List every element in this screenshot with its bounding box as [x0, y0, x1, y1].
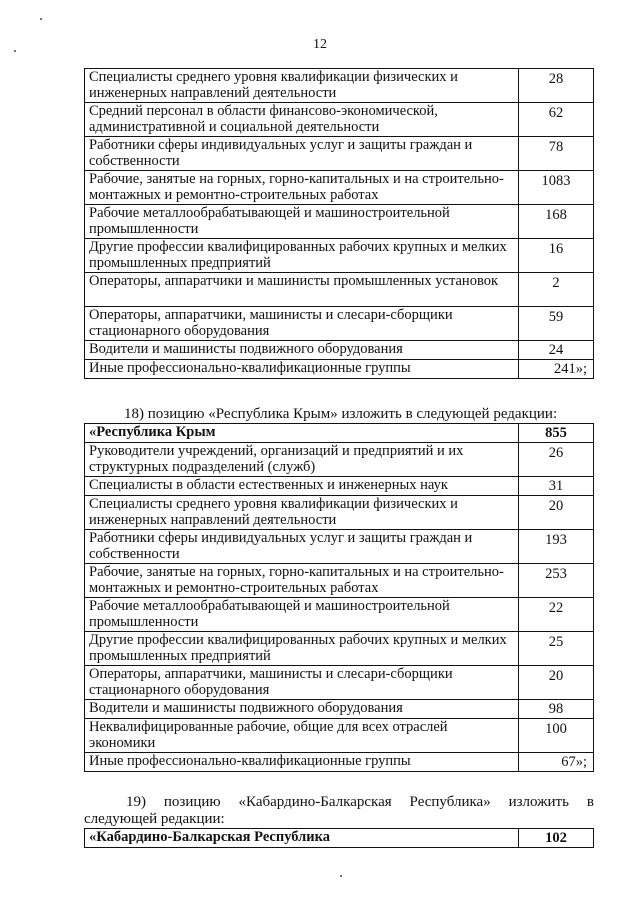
table-row	[85, 137, 594, 171]
table-row	[85, 171, 594, 205]
row-value: 24	[519, 341, 594, 360]
table-row	[85, 103, 594, 137]
page-number: 12	[313, 37, 327, 52]
row-name: Работники сферы индивидуальных услуг и защиты граждан и собственности	[85, 137, 519, 171]
row-name: Операторы, аппаратчики и машинисты промышленных установок	[85, 273, 519, 307]
row-value: 59	[519, 307, 594, 341]
row-value: 241»;	[519, 360, 594, 379]
row-value: 25	[519, 632, 594, 666]
paragraph-word: позицию	[163, 794, 221, 810]
row-value: 62	[519, 103, 594, 137]
table-row	[85, 666, 594, 700]
row-value: 28	[519, 69, 594, 103]
row-name: Рабочие металлообрабатывающей и машиностроительной промышленности	[85, 598, 519, 632]
region-name: «Республика Крым	[85, 424, 519, 443]
row-value: 168	[519, 205, 594, 239]
row-name: Операторы, аппаратчики, машинисты и слесари-сборщики стационарного оборудования	[85, 307, 519, 341]
row-value: 98	[519, 700, 594, 719]
table-row	[85, 496, 594, 530]
paragraph-word: изложить	[508, 794, 569, 810]
table-row	[85, 632, 594, 666]
table-row	[85, 341, 594, 360]
row-value: 2	[519, 273, 594, 307]
row-name: Операторы, аппаратчики, машинисты и слесари-сборщики стационарного оборудования	[85, 666, 519, 700]
paragraph-word: «Кабардино-Балкарская	[238, 794, 392, 810]
row-name: Специалисты среднего уровня квалификации физических и инженерных направлений деятельности	[85, 69, 519, 103]
row-name: Рабочие, занятые на горных, горно-капитальных и на строительно-монтажных и ремонтно-строительных работах	[85, 171, 519, 205]
row-name: Иные профессионально-квалификационные группы	[85, 753, 519, 772]
row-name: Иные профессионально-квалификационные группы	[85, 360, 519, 379]
row-value: 20	[519, 666, 594, 700]
scan-speck	[14, 50, 16, 52]
row-name: Рабочие металлообрабатывающей и машиностроительной промышленности	[85, 205, 519, 239]
row-value: 78	[519, 137, 594, 171]
table-row	[85, 307, 594, 341]
region-total: 855	[519, 424, 594, 443]
table-row	[85, 69, 594, 103]
table-row	[85, 443, 594, 477]
table-row	[85, 753, 594, 772]
row-name: Другие профессии квалифицированных рабочих крупных и мелких промышленных предприятий	[85, 632, 519, 666]
row-name: Специалисты среднего уровня квалификации физических и инженерных направлений деятельности	[85, 496, 519, 530]
table-row	[85, 205, 594, 239]
row-value: 31	[519, 477, 594, 496]
row-name: Руководители учреждений, организаций и предприятий и их структурных подразделений (служб)	[85, 443, 519, 477]
row-value: 193	[519, 530, 594, 564]
table-row	[85, 700, 594, 719]
table-row	[85, 564, 594, 598]
region-name: «Кабардино-Балкарская Республика	[85, 829, 519, 848]
row-name: Работники сферы индивидуальных услуг и защиты граждан и собственности	[85, 530, 519, 564]
table-row	[85, 530, 594, 564]
table-row	[85, 273, 594, 307]
row-name: Рабочие, занятые на горных, горно-капитальных и на строительно-монтажных и ремонтно-строительных работах	[85, 564, 519, 598]
row-value: 26	[519, 443, 594, 477]
row-value: 22	[519, 598, 594, 632]
row-value: 253	[519, 564, 594, 598]
region-total: 102	[519, 829, 594, 848]
row-value: 100	[519, 719, 594, 753]
row-name: Неквалифицированные рабочие, общие для всех отраслей экономики	[85, 719, 519, 753]
row-name: Специалисты в области естественных и инженерных наук	[85, 477, 519, 496]
table-row	[85, 239, 594, 273]
table-row	[85, 719, 594, 753]
table-row	[85, 477, 594, 496]
table-row	[85, 360, 594, 379]
scan-speck	[340, 875, 342, 877]
row-value: 1083	[519, 171, 594, 205]
row-name: Другие профессии квалифицированных рабочих крупных и мелких промышленных предприятий	[85, 239, 519, 273]
table-header-row	[85, 829, 594, 848]
occupation-table-1	[84, 68, 594, 379]
row-value: 16	[519, 239, 594, 273]
occupation-table-kbr	[84, 828, 594, 848]
paragraph-line	[84, 794, 594, 811]
amendment-paragraph-19	[84, 794, 594, 828]
row-name: Водители и машинисты подвижного оборудования	[85, 700, 519, 719]
paragraph-word: 19)	[126, 794, 146, 810]
row-name: Средний персонал в области финансово-экономической, административной и социальной деятельности	[85, 103, 519, 137]
paragraph-word: Республика»	[409, 794, 491, 810]
table-row	[85, 598, 594, 632]
paragraph-word: в	[586, 794, 594, 810]
row-value: 67»;	[519, 753, 594, 772]
row-value: 20	[519, 496, 594, 530]
scan-speck	[40, 18, 42, 20]
table-header-row	[85, 424, 594, 443]
amendment-paragraph-18: 18) позицию «Республика Крым» изложить в следующей редакции:	[124, 406, 558, 422]
row-name: Водители и машинисты подвижного оборудования	[85, 341, 519, 360]
occupation-table-crimea	[84, 423, 594, 772]
paragraph-line: следующей редакции:	[84, 811, 225, 827]
